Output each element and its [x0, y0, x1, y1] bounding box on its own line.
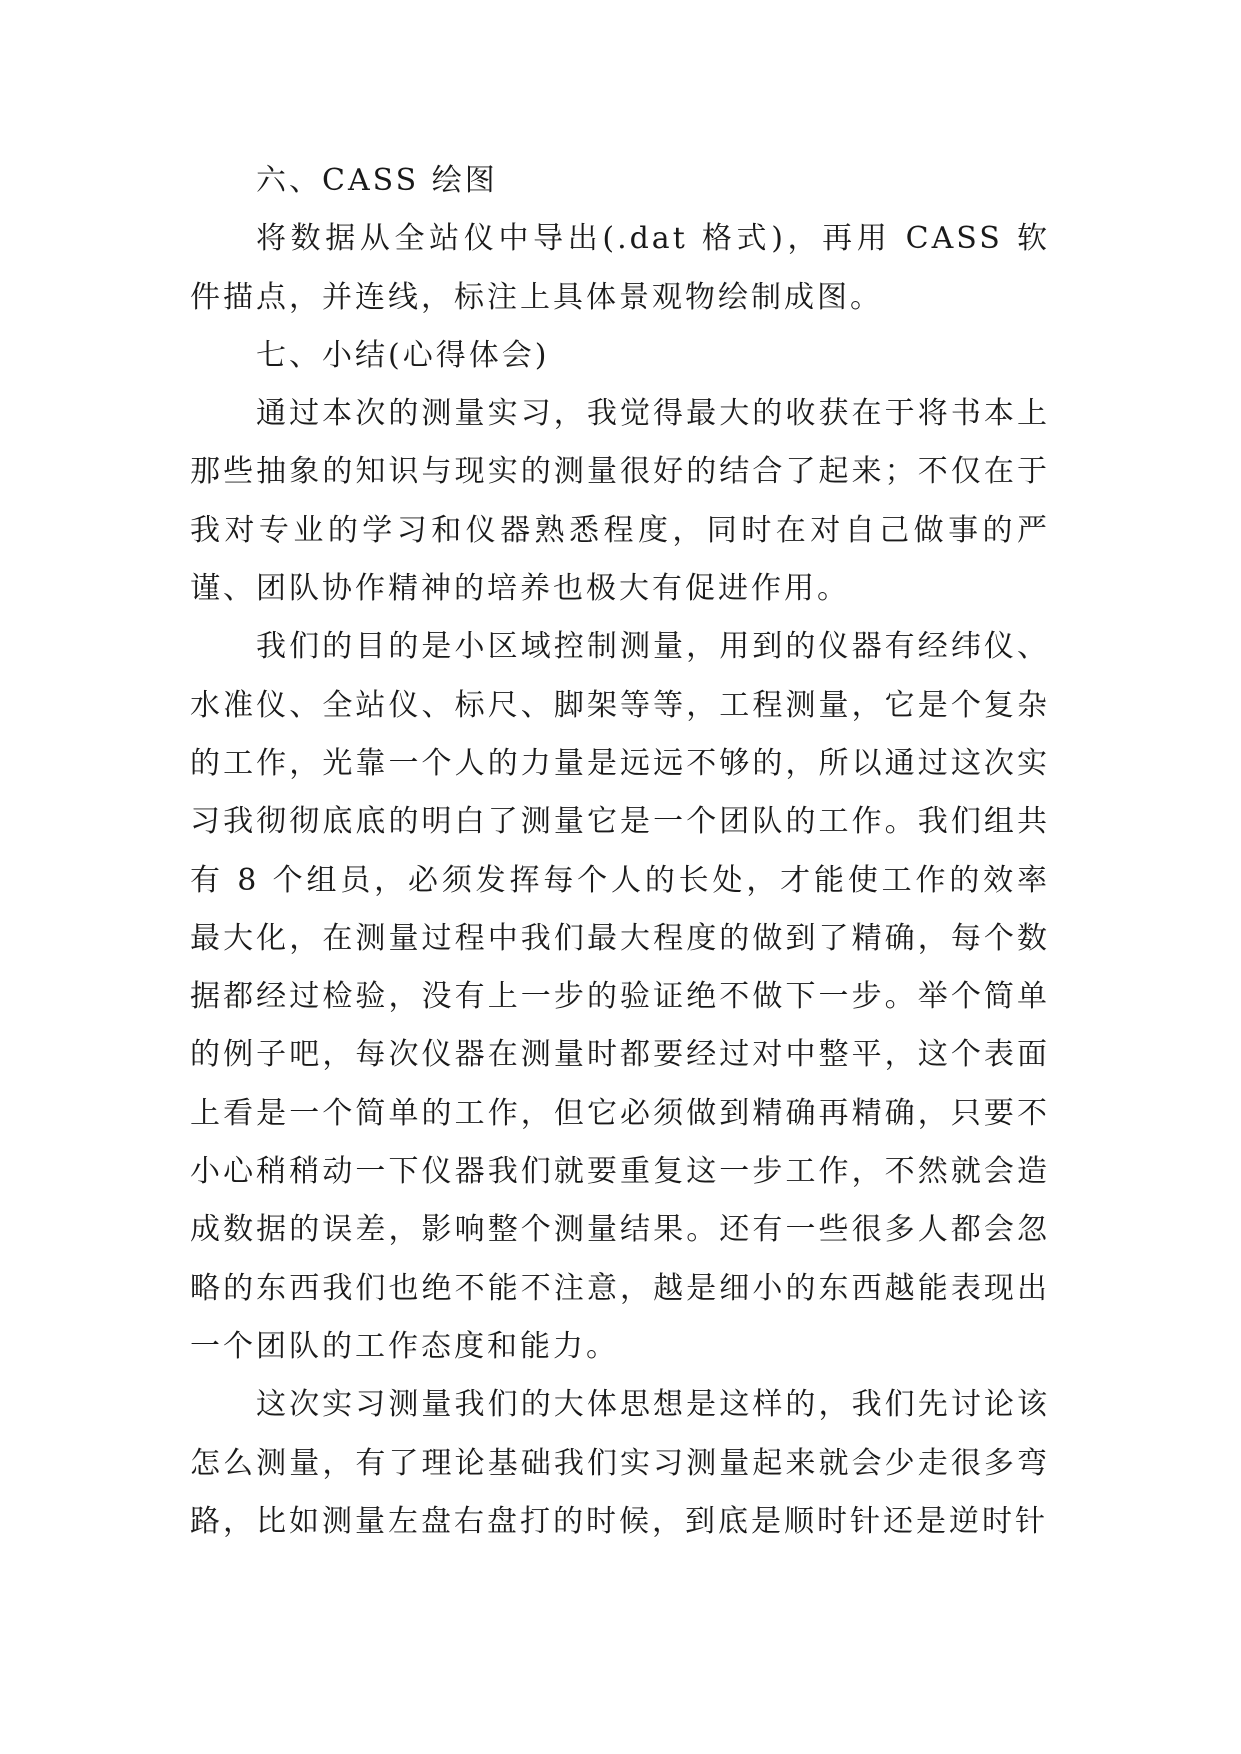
paragraph-summary-teamwork: 我们的目的是小区域控制测量，用到的仪器有经纬仪、水准仪、全站仪、标尺、脚架等等，工程测量，它是个复杂的工作，光靠一个人的力量是远远不够的，所以通过这次实习我彻彻底底的明白了测量它是一个团队的工作。我们组共有 8 个组员，必须发挥每个人的长处，才能使工作的效率最大化，在测量过程中我们最大程度的做到了精确，每个数据都经过检验，没有上一步的验证绝不做下一步。举个简单的例子吧，每次仪器在测量时都要经过对中整平，这个表面上看是一个简单的工作，但它必须做到精确再精确，只要不小心稍稍动一下仪器我们就要重复这一步工作，不然就会造成数据的误差，影响整个测量结果。还有一些很多人都会忽略的东西我们也绝不能不注意，越是细小的东西越能表现出一个团队的工作态度和能力。	[190, 629, 1050, 1364]
section-heading-summary: 七、小结(心得体会)	[256, 337, 550, 373]
paragraph-cass-export: 将数据从全站仪中导出(.dat 格式)，再用 CASS 软件描点，并连线，标注上具体景观物绘制成图。	[190, 221, 1050, 315]
paragraph-summary-gains: 通过本次的测量实习，我觉得最大的收获在于将书本上那些抽象的知识与现实的测量很好的结合了起来；不仅在于我对专业的学习和仪器熟悉程度，同时在对自己做事的严谨、团队协作精神的培养也极大有促进作用。	[190, 396, 1050, 607]
section-heading-cass: 六、CASS 绘图	[256, 163, 498, 198]
paragraph-summary-approach: 这次实习测量我们的大体思想是这样的，我们先讨论该怎么测量，有了理论基础我们实习测量起来就会少走很多弯路，比如测量左盘右盘打的时候，到底是顺时针还是逆时针	[190, 1387, 1050, 1539]
document-body	[190, 152, 1050, 1551]
